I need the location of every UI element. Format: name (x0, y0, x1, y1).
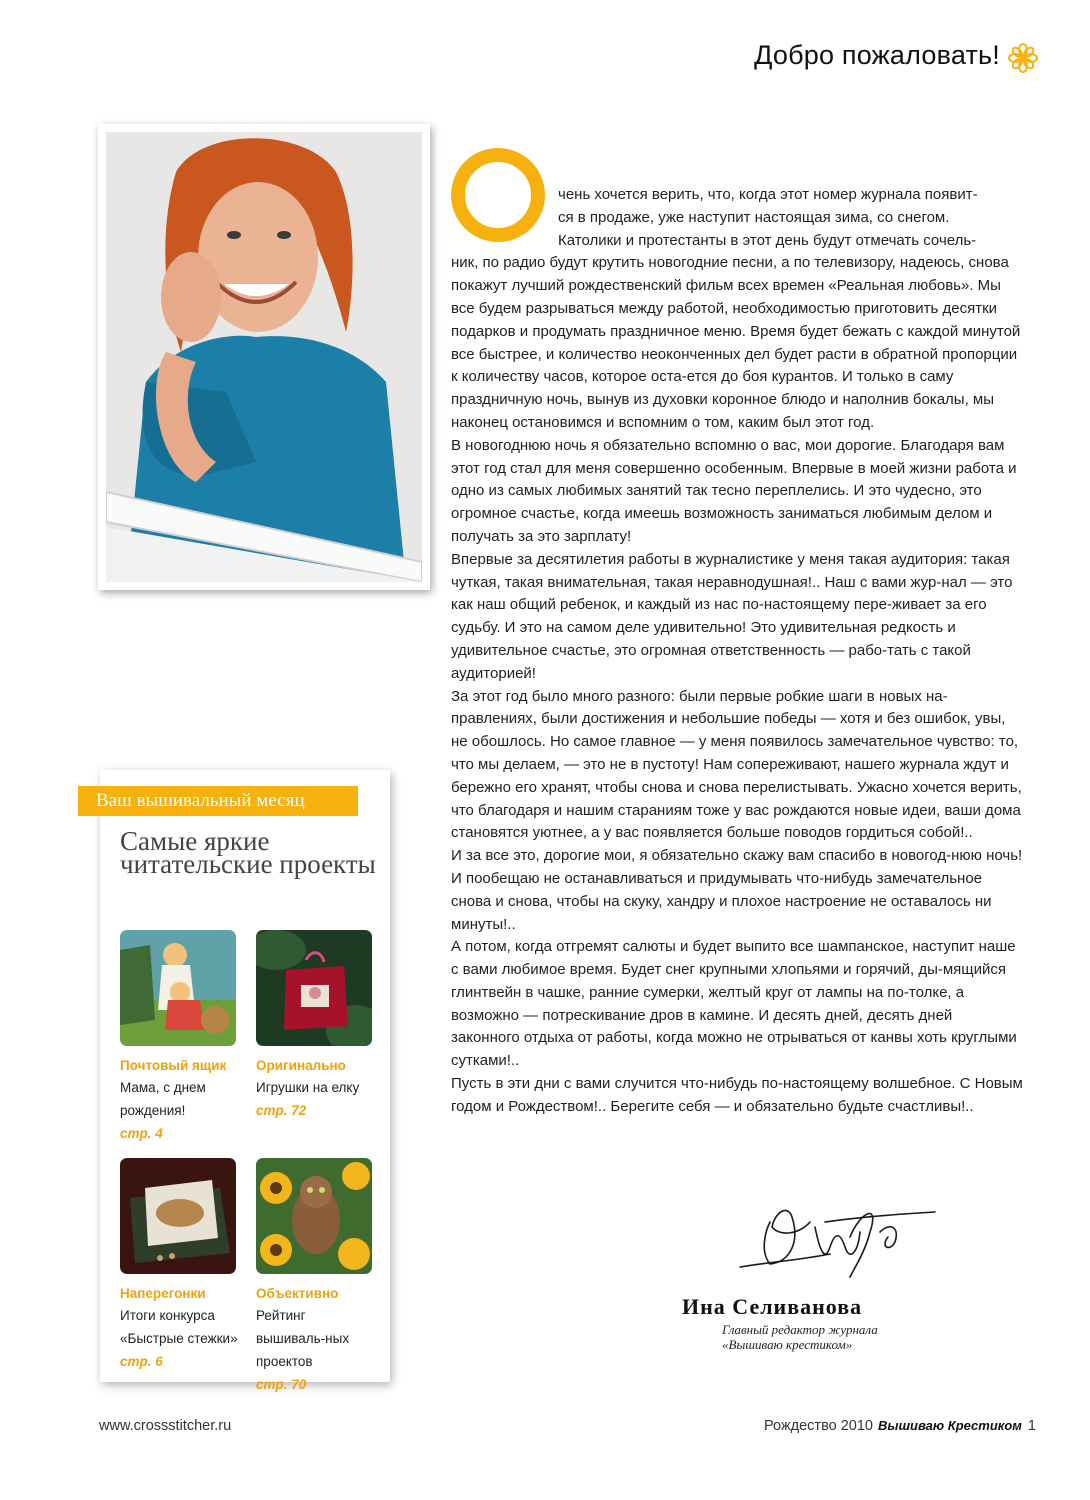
editor-role (722, 1322, 878, 1352)
project-page[interactable]: стр. 4 (120, 1126, 163, 1141)
project-desc-text: Итоги конкурса «Быстрые стежки» (120, 1308, 238, 1346)
paragraph: В новогоднюю ночь я обязательно вспомню о вас, мои дорогие. Благодаря вам этот год стал для меня совершенно особенным. Впервые в моей жизни работа и одно из самых любимых занятий так тесно переплелись. И это чудесно, это огромное счастье, когда имеешь возможность заниматься любимым делом и получать за это зарплату! (451, 436, 1017, 545)
paragraph: Впервые за десятилетия работы в журналистике у меня такая аудитория: такая чуткая, такая внимательная, такая неравнодушная!.. Наш с вами жур-нал — это как наш общий ребенок, и каждый из нас по-настоящему пере-живает за его судьбу. И это на самом деле удивительно! Это удивительная редкость и удивительное счастье, это огромная ответственность — рабо-тать с такой аудиторией! (451, 550, 1013, 682)
paragraph: А потом, когда отгремят салюты и будет выпито все шампанское, наступит наше с вами любимое время. Будет снег крупными хлопьями и горячий, ды-мящийся глинтвейн в чашке, ранние сумерки, желтый круг от лампы на по-толке, а возможно — потрескивание дров в камине. И десять дней, десять дней законного отдыха от работы, когда можно не отрываться от канвы хоть круглыми сутками!.. (451, 938, 1017, 1070)
page-title: Добро пожаловать! (754, 40, 1000, 70)
lead-line: чень хочется верить, что, когда этот номер журнала появит- (558, 186, 978, 203)
project-image-rating (256, 1158, 372, 1274)
editor-role-line: Главный редактор журнала (722, 1322, 878, 1337)
dropcap-letter: О (498, 195, 499, 196)
editor-photo (106, 132, 422, 582)
project-description (120, 1304, 238, 1373)
project-page[interactable]: стр. 70 (256, 1377, 307, 1392)
lead-line: Католики и протестанты в этот день будут отмечать сочель- (558, 231, 977, 249)
project-category: Почтовый ящик (120, 1058, 227, 1073)
project-desc-text: Рейтинг вышиваль-ных проектов (256, 1308, 350, 1369)
editorial-text (451, 184, 1023, 1119)
footer-issue-info (764, 1418, 1036, 1434)
project-description (256, 1076, 374, 1122)
project-page[interactable]: стр. 72 (256, 1103, 307, 1118)
lead-lines (451, 184, 1023, 252)
project-description (120, 1076, 238, 1145)
project-image-ornaments (256, 930, 372, 1046)
paragraph: Пусть в эти дни с вами случится что-нибудь по-настоящему волшебное. С Новым годом и Рождеством!.. Берегите себя — и обязательно будьте счастливы!.. (451, 1075, 1023, 1115)
paragraph: И за все это, дорогие мои, я обязательно скажу вам спасибо в новогод-нюю ночь! И пообещаю не останавливаться и придумывать что-нибудь замечательное снова и снова, чтобы на скуку, хандру и плохое настроение не оставалось ни минуты!.. (451, 847, 1023, 933)
footer-url[interactable]: www.crossstitcher.ru (99, 1418, 232, 1434)
page-number: 1 (1027, 1418, 1036, 1434)
flower-icon (1008, 43, 1038, 73)
project-desc-text: Мама, с днем рождения! (120, 1080, 206, 1118)
project-category: Наперегонки (120, 1286, 206, 1301)
footer-magazine: Вышиваю Крестиком (877, 1418, 1022, 1433)
project-desc-text: Игрушки на елку (256, 1080, 360, 1095)
editor-name: Ина Селиванова (682, 1294, 863, 1319)
project-card[interactable] (256, 1158, 374, 1396)
project-category: Оригинально (256, 1058, 346, 1073)
project-image-race (120, 1158, 236, 1274)
project-card[interactable] (256, 930, 374, 1122)
paragraph: ник, по радио будут крутить новогодние песни, а по телевизору, надеюсь, снова покажут лучший рождественский фильм всех времен «Реальная любовь». Мы все будем разрываться между работой, необходимостью приготовить десятки подарков и продумать праздничное меню. Время будет бежать с каждой минутой все быстрее, и количество неоконченных дел будет расти в обратной пропорции к количеству часов, которое оста-ется до боя курантов. И только в саму праздничную ночь, вынув из духовки коронное блюдо и наполнив бокалы, мы наконец остановимся и вспомним о том, каким был этот год. (451, 254, 1021, 431)
project-page[interactable]: стр. 6 (120, 1354, 163, 1369)
footer-issue: Рождество 2010 (764, 1418, 873, 1434)
editor-photo-frame (98, 124, 430, 590)
project-card[interactable] (120, 930, 238, 1145)
project-description (256, 1304, 374, 1396)
projects-sidebar (96, 770, 390, 1392)
handwritten-signature (730, 1192, 940, 1280)
editor-role-line: «Вышиваю крестиком» (722, 1337, 853, 1352)
sidebar-banner: Ваш вышивальный месяц (78, 786, 358, 816)
paragraph: За этот год было много разного: были первые робкие шаги в новых на-правлениях, были достижения и небольшие победы — хотя и без ошибок, увы, не обошлось. Но самое главное — у меня появилось замечательное чувство: то, что мы делаем, — это не в пустоту! Нам сопереживают, нашего журнала ждут и бережно его хранят, чтобы снова и снова перелистывать. Ужасно хочется верить, что благодаря и нашим стараниям тоже у вас рождаются новые идеи, ваши дома становятся уютнее, а у вас появляется больше поводов гордиться собой!.. (451, 687, 1022, 842)
project-category: Объективно (256, 1286, 339, 1301)
sidebar-title: Самые яркие читательские проекты (120, 826, 376, 879)
project-card[interactable] (120, 1158, 238, 1373)
project-image-mailbox (120, 930, 236, 1046)
lead-line: ся в продаже, уже наступит настоящая зима, со снегом. (558, 208, 950, 226)
